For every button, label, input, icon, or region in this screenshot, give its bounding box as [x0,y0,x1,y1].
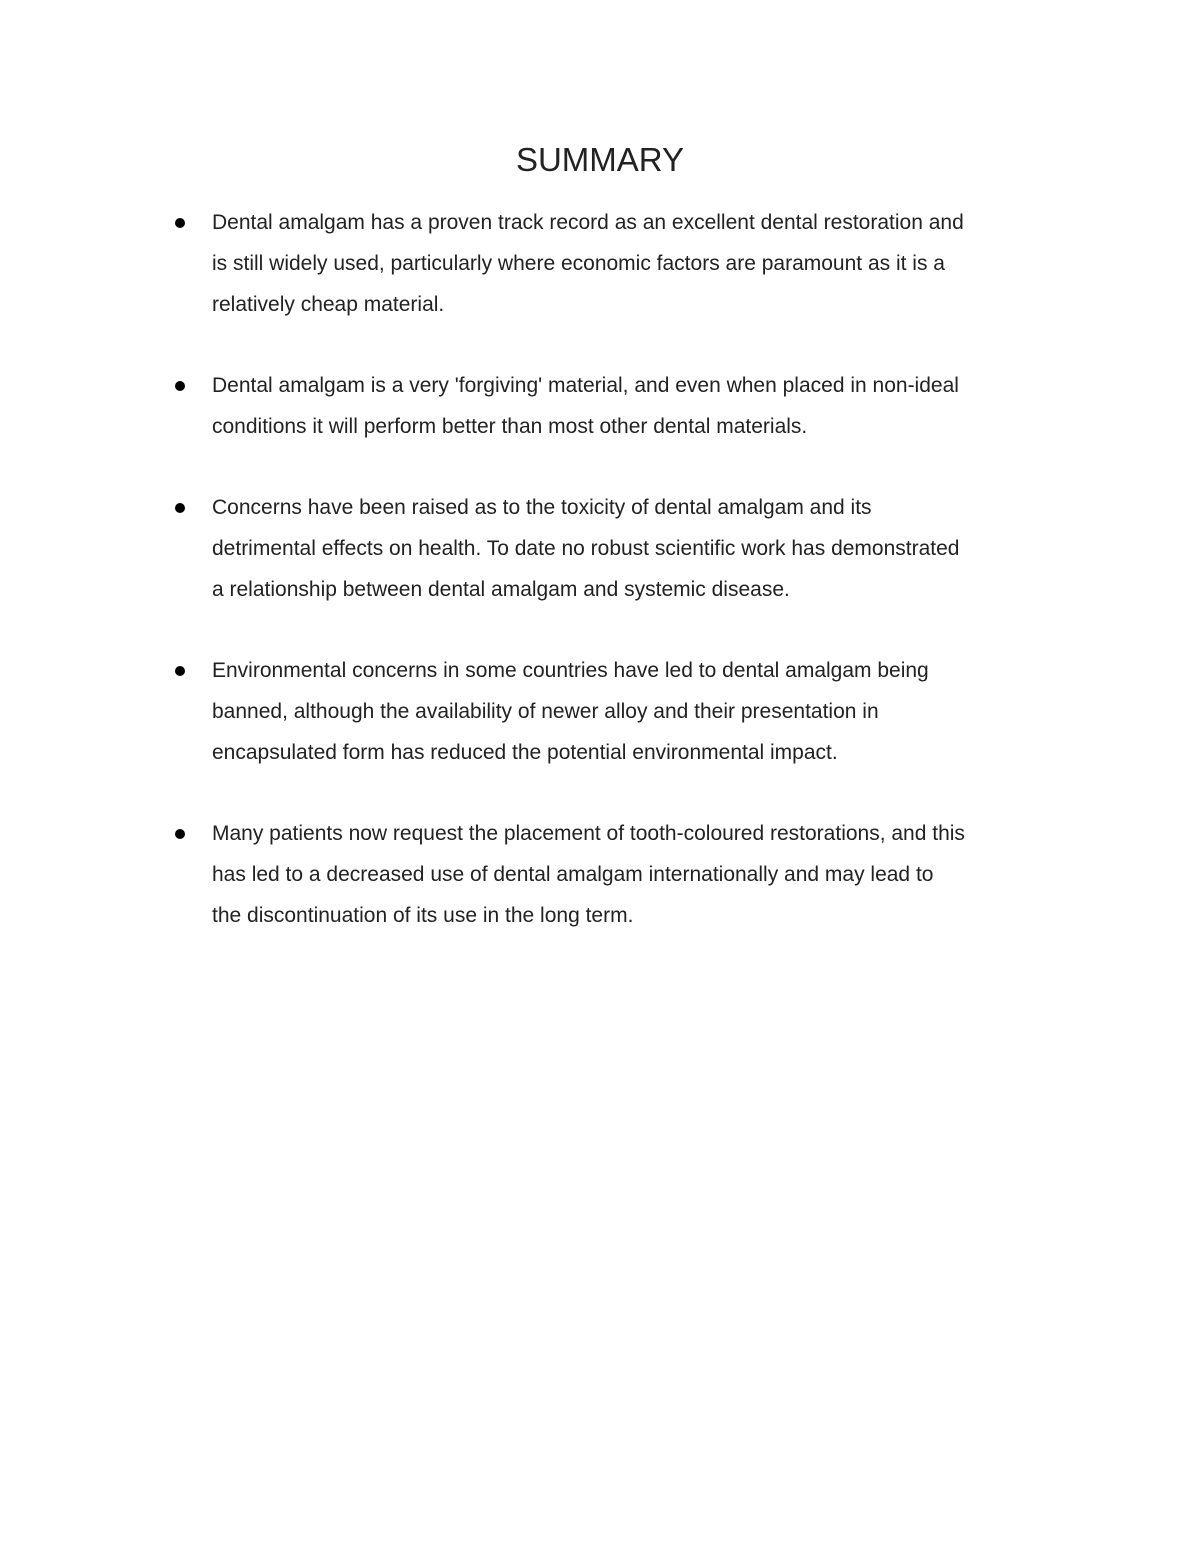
text-line: has led to a decreased use of dental amalgam internationally and may lead to [212,863,934,886]
bullet-dot-icon [175,829,185,839]
bullet-item-4 [175,650,1075,773]
text-line: Concerns have been raised as to the toxicity of dental amalgam and its [212,496,872,519]
text-line: the discontinuation of its use in the long term. [212,904,634,927]
text-line: a relationship between dental amalgam and systemic disease. [212,578,790,601]
bullet-dot-icon [175,666,185,676]
bullet-item-3 [175,487,1075,610]
text-line: Dental amalgam has a proven track record as an excellent dental restoration and [212,211,964,234]
text-line: Many patients now request the placement of tooth-coloured restorations, and this [212,822,965,845]
bullet-dot-icon [175,381,185,391]
summary-bullet-list [175,202,1075,976]
bullet-item-5 [175,813,1075,936]
bullet-text [212,202,1075,325]
text-line: is still widely used, particularly where economic factors are paramount as it is a [212,252,945,275]
text-line: banned, although the availability of newer alloy and their presentation in [212,700,879,723]
page-title: SUMMARY [515,141,685,178]
bullet-dot-icon [175,218,185,228]
text-line: Environmental concerns in some countries have led to dental amalgam being [212,659,929,682]
bullet-text [212,813,1075,936]
text-line: encapsulated form has reduced the potential environmental impact. [212,741,838,764]
text-line: detrimental effects on health. To date no robust scientific work has demonstrated [212,537,960,560]
bullet-item-2 [175,365,1075,447]
bullet-text [212,365,1075,447]
bullet-dot-icon [175,503,185,513]
bullet-item-1 [175,202,1075,325]
text-line: Dental amalgam is a very 'forgiving' material, and even when placed in non-ideal [212,374,959,397]
text-line: conditions it will perform better than most other dental materials. [212,415,808,438]
bullet-text [212,650,1075,773]
bullet-text [212,487,1075,610]
text-line: relatively cheap material. [212,293,445,316]
